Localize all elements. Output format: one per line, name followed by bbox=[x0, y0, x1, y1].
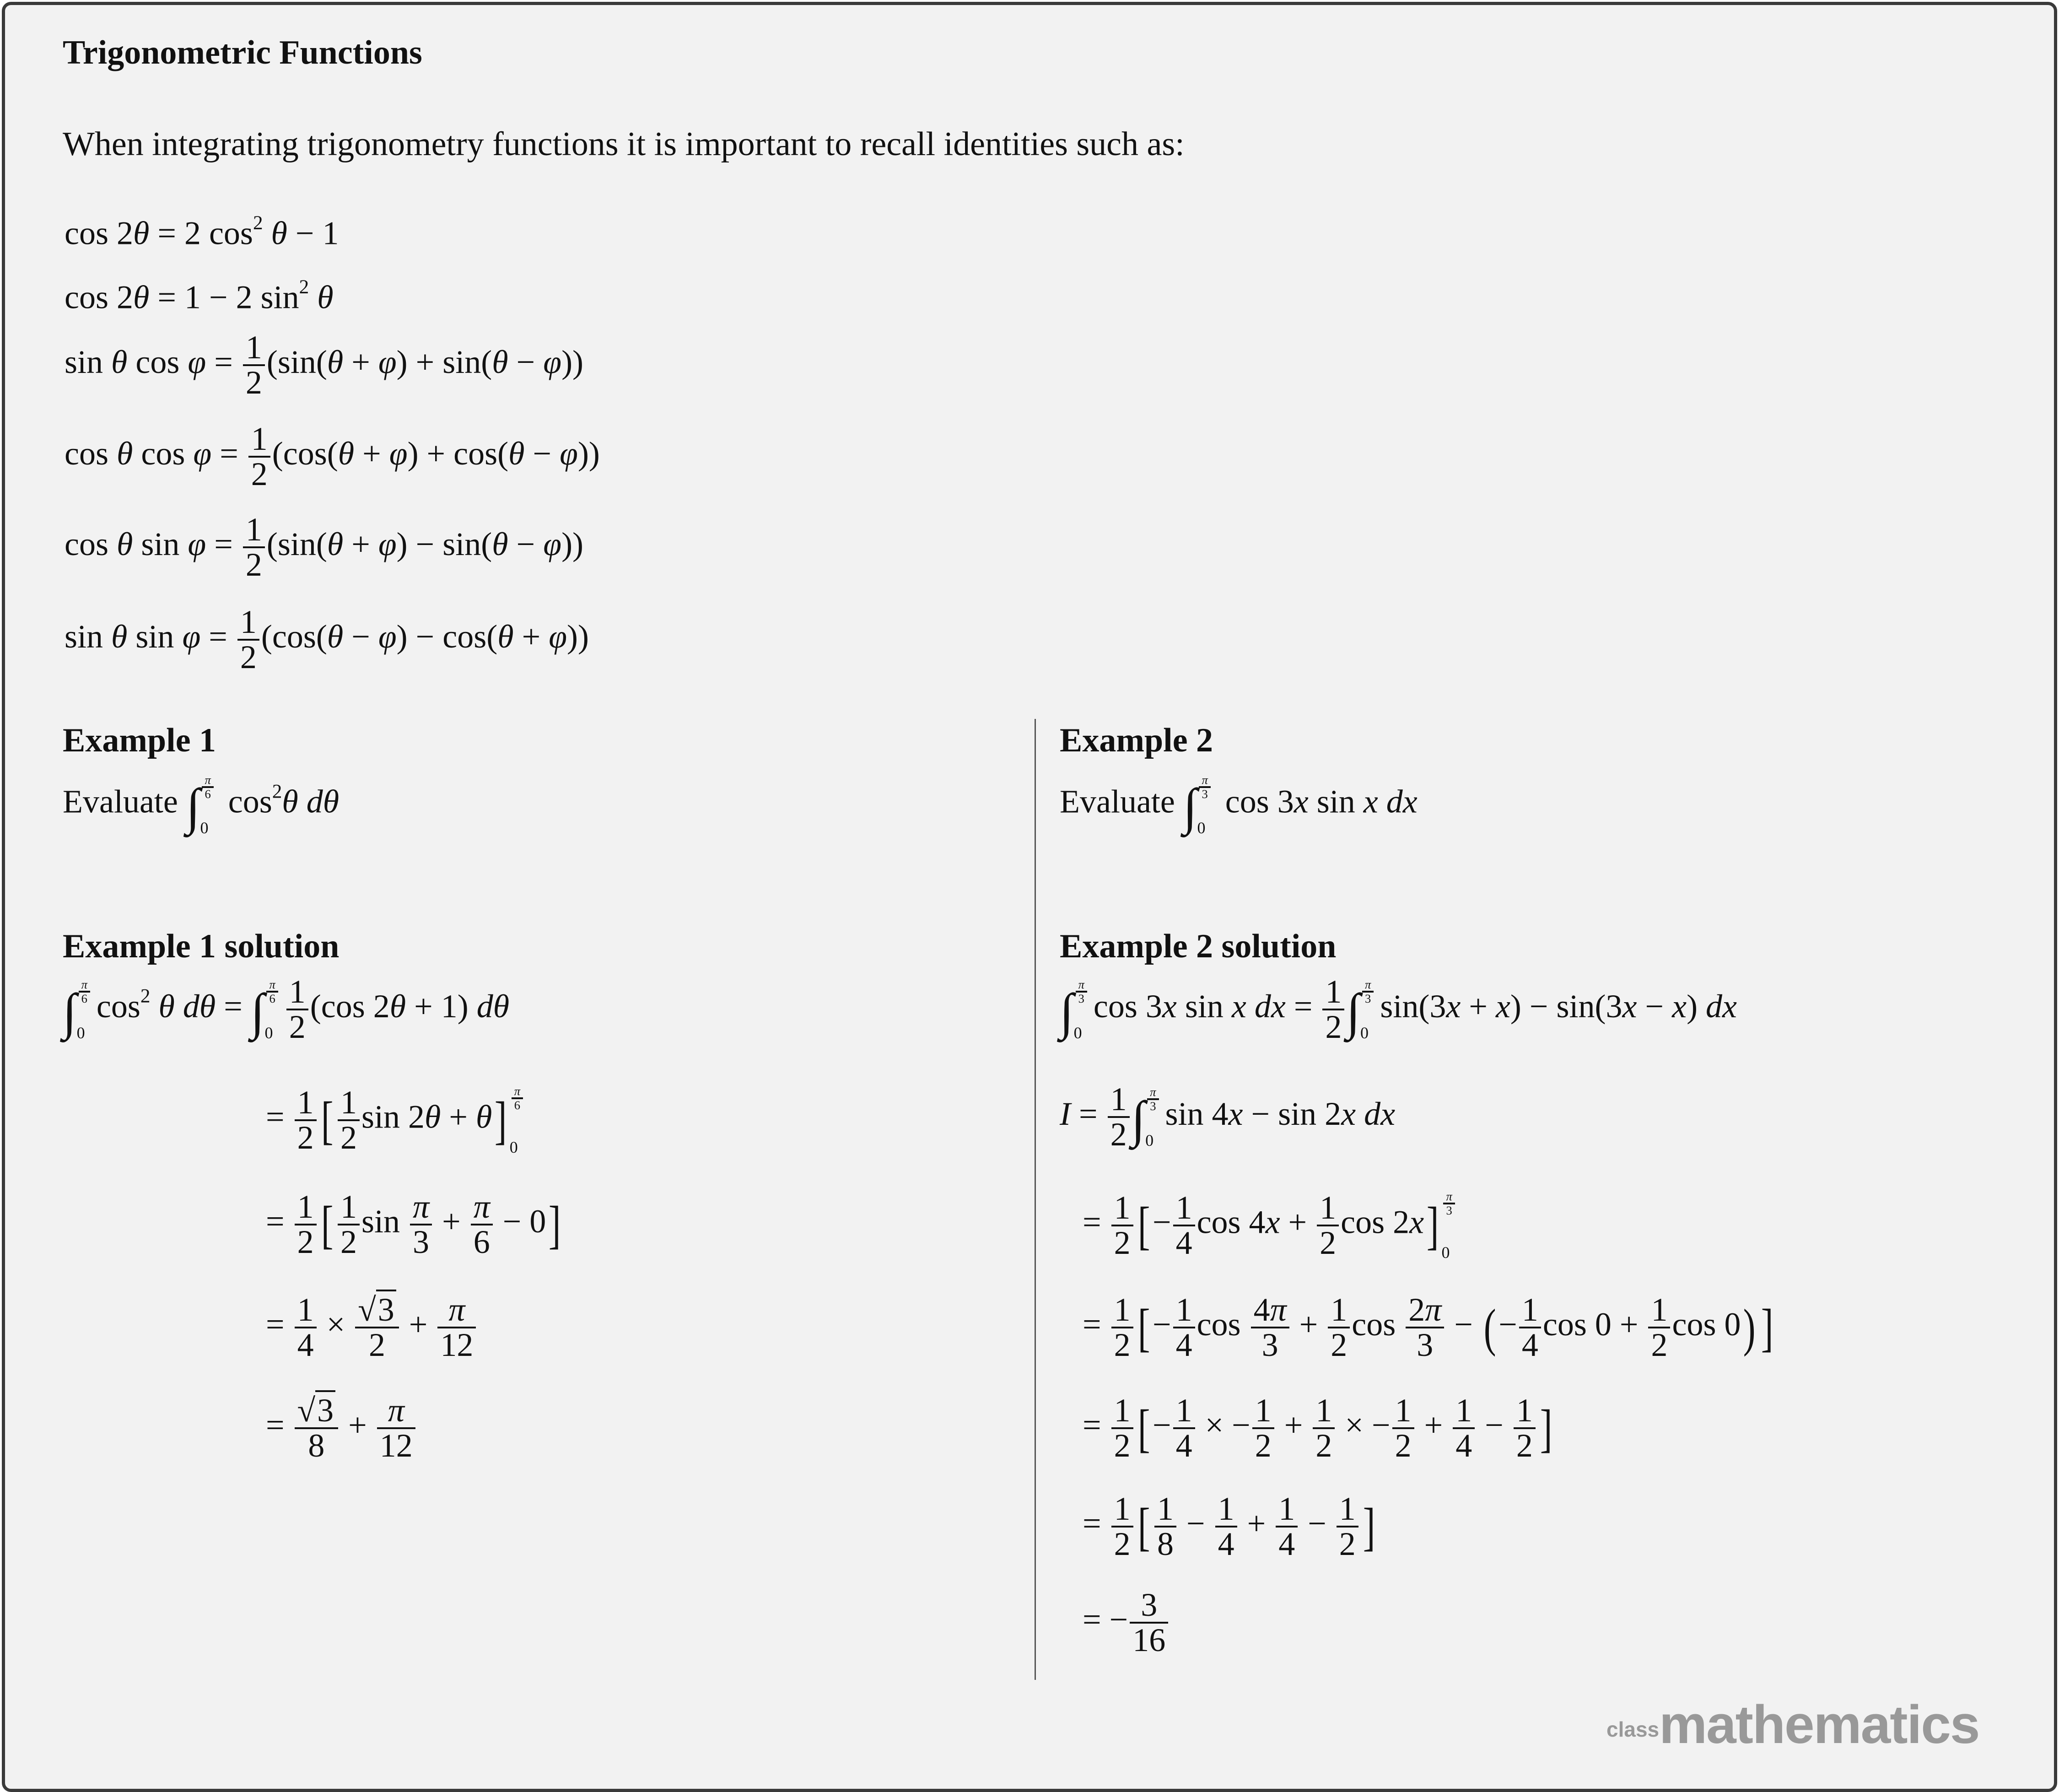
classmathematics-logo bbox=[1606, 1694, 1979, 1756]
example-2-step-2: I = $\frac{1}{2}$ ∫ $\frac{\pi}{3}$ 0 sin 4x − sin 2x dx bbox=[1060, 1081, 1396, 1153]
example-2-result: = − $\frac{3}{16}$ bbox=[1083, 1588, 1170, 1657]
example-2-solution-heading: Example 2 solution bbox=[1060, 928, 1337, 965]
identity-5: cos θ sin φ = $\frac{1}{2}$ (sin(θ + φ) − sin(θ − φ)) bbox=[65, 511, 584, 583]
example-2-step-5: = $\frac{1}{2}$ [− $\frac{1}{4}$ × − $\frac{1}{2}$ + $\frac{1}{2}$ × − $\frac{1}{2}$ + $\frac{1}{4}$ − $\frac{1}{2}$ ] bbox=[1083, 1392, 1552, 1464]
logo-prefix: class bbox=[1606, 1717, 1660, 1741]
example-1-step-4: = $\frac{1}{4}$ × $\frac{√3}{2}$ + $\frac{\pi}{12}$ bbox=[266, 1293, 478, 1362]
column-divider bbox=[1035, 719, 1036, 1680]
page-title: Trigonometric Functions bbox=[63, 34, 422, 71]
example-1-result: = $\frac{√3}{8}$ + $\frac{\pi}{12}$ bbox=[266, 1394, 417, 1463]
example-2-problem: Evaluate ∫ $\frac{\pi}{3}$ 0 cos 3x sin x dx bbox=[1060, 773, 1418, 837]
example-2-step-6: = $\frac{1}{2}$ [ $\frac{1}{8}$ − $\frac{1}{4}$ + $\frac{1}{4}$ − $\frac{1}{2}$ ] bbox=[1083, 1490, 1375, 1563]
example-2-step-3: = $\frac{1}{2}$ [− $\frac{1}{4}$ cos 4x + $\frac{1}{2}$ cos 2x] $\frac{\pi}{3}$ 0 bbox=[1083, 1190, 1457, 1261]
identity-1: cos 2θ = 2 $\cos^2 \theta - 1$ bbox=[65, 212, 339, 252]
example-1-step-2: = $\frac{1}{2}$ [ $\frac{1}{2}$ sin 2θ + θ] $\frac{\pi}{6}$ 0 bbox=[266, 1085, 525, 1155]
example-1-heading: Example 1 bbox=[63, 722, 216, 759]
intro-text: When integrating trigonometry functions it is important to recall identities such as: bbox=[63, 125, 1185, 163]
example-1-step-3: = $\frac{1}{2}$ [ $\frac{1}{2}$ sin $\frac{\pi}{3}$ + $\frac{\pi}{6}$ − 0] bbox=[266, 1188, 561, 1261]
worksheet-card bbox=[2, 2, 2057, 1792]
identity-4: cos θ cos φ = $\frac{1}{2}$ (cos(θ + φ) + cos(θ − φ)) bbox=[65, 421, 600, 493]
logo-name: mathematics bbox=[1659, 1695, 1979, 1755]
example-2-evaluate-word: Evaluate bbox=[1060, 783, 1175, 820]
example-1-evaluate-word: Evaluate bbox=[63, 783, 178, 820]
example-2-step-4: = $\frac{1}{2}$ [− $\frac{1}{4}$ cos $\frac{4\pi}{3}$ + $\frac{1}{2}$ cos $\frac{2\pi}{3}$ − (− $\frac{1}{4}$ cos 0 + $\frac{1}{2}$ cos 0)] bbox=[1083, 1291, 1773, 1364]
identity-6: sin θ sin φ = $\frac{1}{2}$ (cos(θ − φ) − cos(θ + φ)) bbox=[65, 604, 589, 676]
example-2-step-1: ∫ $\frac{\pi}{3}$ 0 cos 3x sin x dx = $\frac{1}{2}$ ∫ $\frac{\pi}{3}$ 0 sin(3x + x) − sin(3x − x) dx bbox=[1060, 973, 1737, 1046]
example-1-step-1: ∫ $\frac{\pi}{6}$ 0 $\cos^2 \theta$ dθ = ∫ $\frac{\pi}{6}$ 0 $\frac{1}{2}$ (cos 2θ + 1) dθ bbox=[63, 973, 510, 1046]
identity-3: sin θ cos φ = $\frac{1}{2}$ (sin(θ + φ) + sin(θ − φ)) bbox=[65, 329, 584, 401]
identity-2: cos 2θ = 1 − 2 $\sin^2 \theta$ bbox=[65, 276, 334, 316]
example-2-heading: Example 2 bbox=[1060, 722, 1213, 759]
example-1-solution-heading: Example 1 solution bbox=[63, 928, 340, 965]
example-1-problem: Evaluate ∫ $\frac{\pi}{6}$ 0 $\cos^2\theta$ dθ bbox=[63, 773, 340, 837]
